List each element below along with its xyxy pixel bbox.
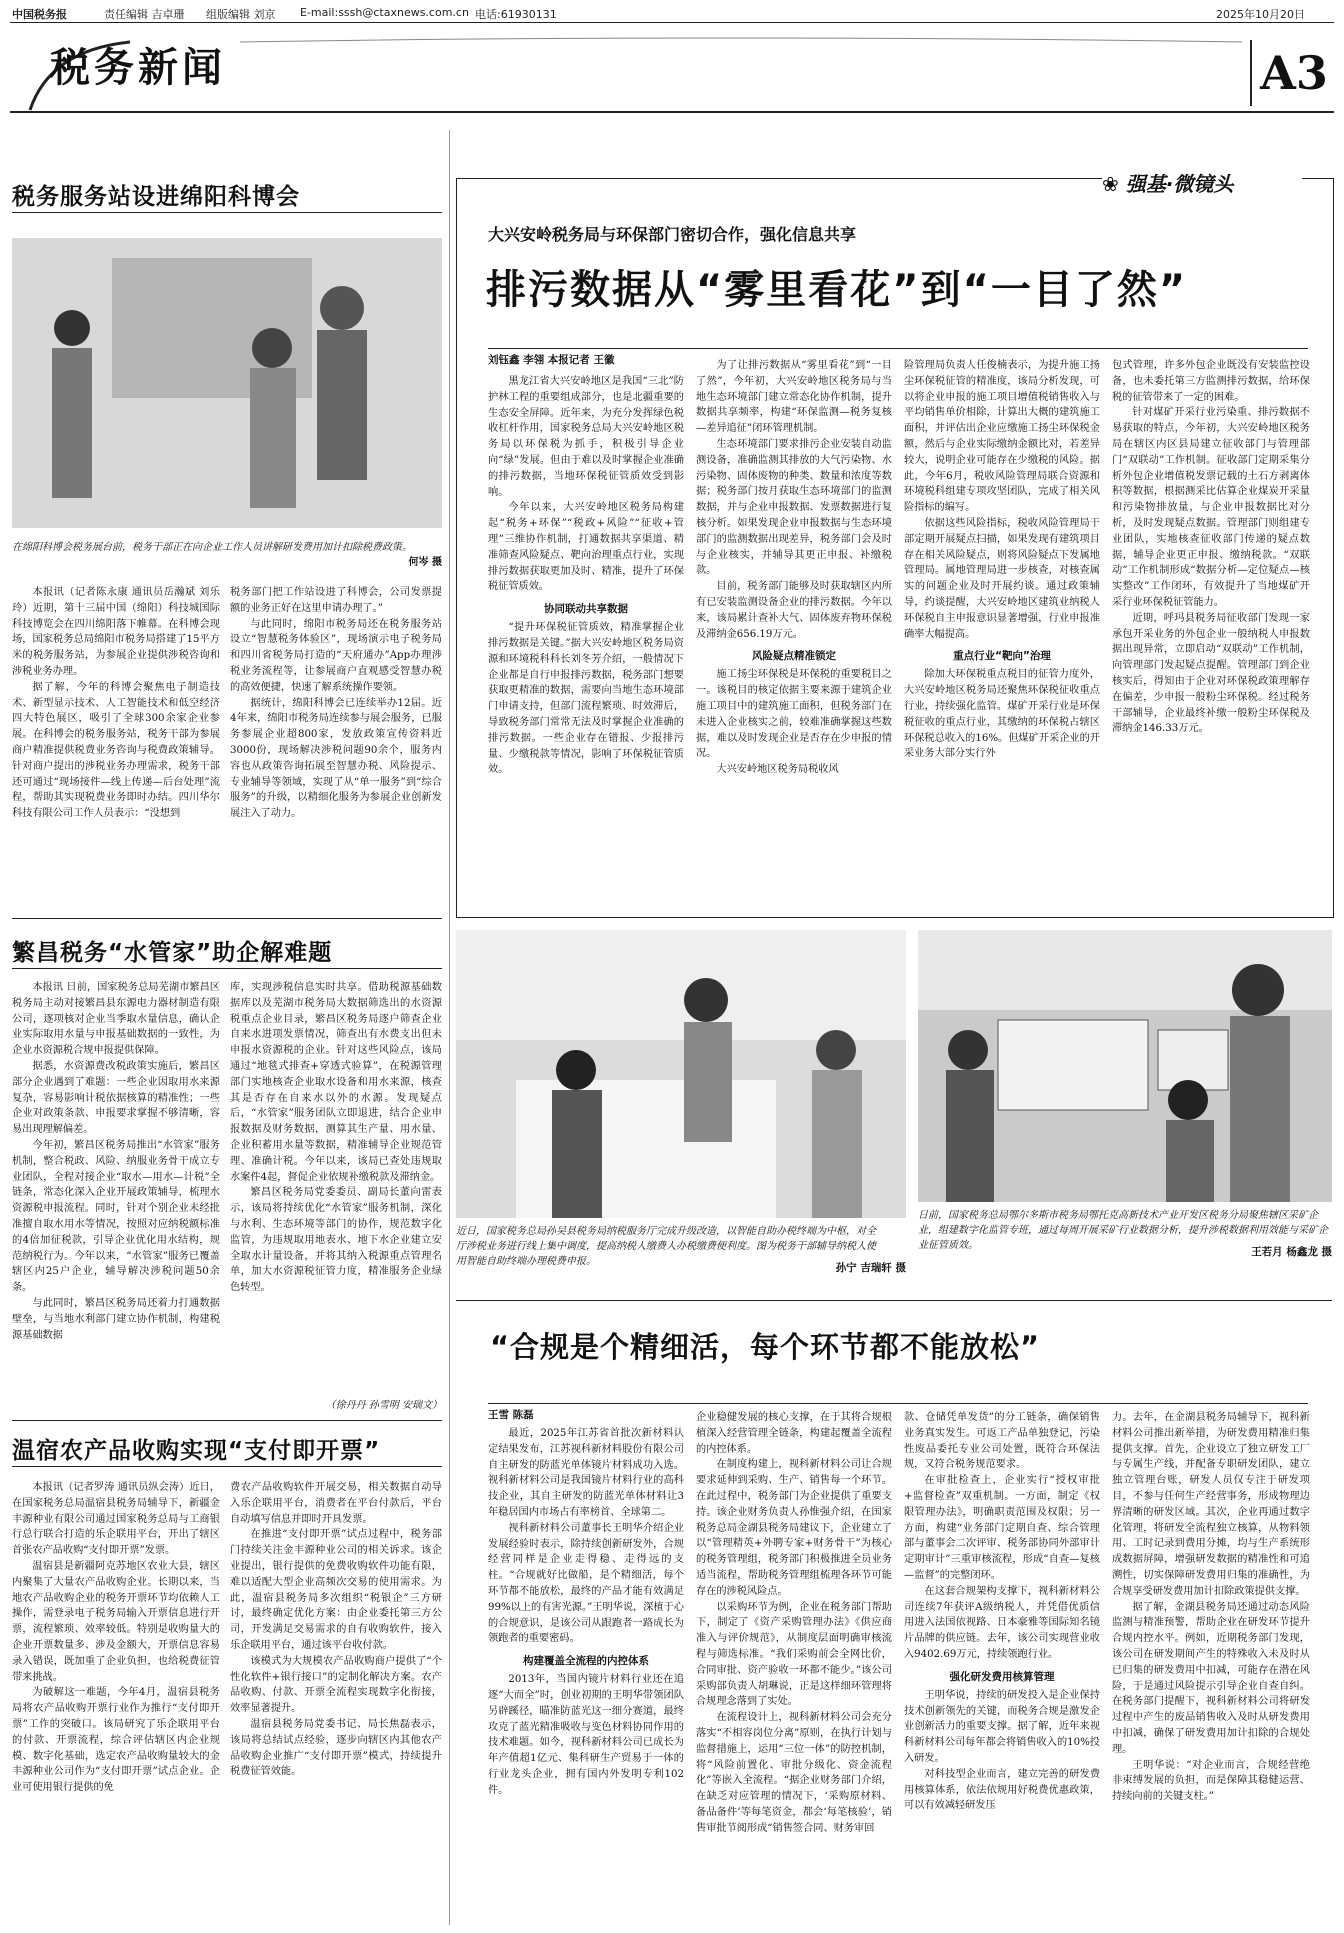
layout-credit: 组版编辑 刘京: [206, 8, 276, 21]
a1-col-2: [230, 585, 442, 905]
a4-col-2: [230, 1480, 442, 1924]
a5-col-4: [1112, 1410, 1310, 1924]
a5-col-1: [488, 1426, 684, 1924]
a2-col-2: [696, 358, 892, 909]
a1-photo-art: [12, 238, 442, 528]
a5-c1-subhead: 构建覆盖全流程的内控体系: [523, 1655, 649, 1668]
a2-kicker: 大兴安岭税务局与环保部门密切合作，强化信息共享: [488, 225, 857, 244]
left-divider-1: [12, 918, 442, 919]
a3-title: 繁昌税务“水管家”助企解难题: [12, 940, 333, 966]
a5-c3-subhead: 强化研发费用核算管理: [949, 1670, 1055, 1683]
page-number: A3: [1260, 46, 1328, 100]
a5-col-3: [904, 1410, 1100, 1924]
a4-c1-p1: 本报讯（记者罗涛 通讯员纵会涛）近日，在国家税务总局温宿县税务局辅导下，新疆金丰源种业有限公司通过国家税务总局与工商银行总行联合打造的乐企联用平台，开出了辖区首张农产品收购“支付即开票”发票。: [12, 1482, 220, 1557]
photo-2-credit: 孙宁 吉瑞轩 摄: [835, 1262, 906, 1274]
a4-title-rule: [12, 1466, 442, 1467]
left-divider-2: [12, 1420, 442, 1421]
a1-title: 税务服务站设进绵阳科博会: [12, 184, 300, 210]
a5-c1-p2: 视科新材料公司董事长王明华介绍企业发展经验时表示，除持续创新研发外，合规经营同样是企业走得稳、走得远的支柱。“合规就好比做船，是个精细活，每个环节都不能放松，最终的产品才能有效满足99%以上的有害光源。”王明华说，深植于心的合规意识，是该公司从跟跑者一路成长为领跑者的重要密码。: [488, 1522, 684, 1645]
a1-caption: [12, 540, 442, 570]
a2-byline: 刘钰鑫 李翎 本报记者 王徽: [488, 354, 615, 366]
a4-c2-p2: 在推进“支付即开票”试点过程中，税务部门持续关注金丰源种业公司的相关诉求。该企业提出，银行提供的免费收购软件功能有限，难以适配大型企业高频次交易的使用需求。为此，温宿县税务局多次组织“税银企”三方研讨，最终确定优化方案：由企业委托第三方公司，开发满足交易需求的自有收购软件，接入乐企联用平台，通过该平台收付款。: [230, 1529, 442, 1651]
a1-c1-p2: 据了解，今年的科博会聚焦电子制造技术、新型显示技术、人工智能技术和低空经济四大特色展区，吸引了全球300余家企业参展。在科博会的税务服务站，税务干部为参展商户精准提供税费业务咨询与税费政策辅导。针对商户提出的涉税业务办理需求，税务干部还可通过“现场接件—线上传递—后台处理”流程，帮助其实现税费业务即时办结。四川华尔科技有限公司工作人员表示：“没想到: [12, 681, 220, 820]
a2-c2-p5: 大兴安岭地区税务局税收风: [716, 764, 839, 776]
page-number-box: [1250, 40, 1336, 106]
a2-title-rule: [488, 348, 1308, 349]
a4-c1-p3: 为破解这一难题，今年4月，温宿县税务局将农产品收购开票行业作为推行“支付即开票”工作的突破口。该局研究了乐企联用平台的付款、开票流程，综合评估辖区内企业规模、数字化基础，选定农产品收购量较大的金丰源种业公司作为“支付即开票”试点企业。企业可使用银行提供的免: [12, 1687, 220, 1794]
a4-c2-p4: 温宿县税务局党委书记、局长焦磊表示，该局将总结试点经验，逐步向辖区内其他农产品收购企业推广“支付即开票”模式，持续提升税费征管效能。: [230, 1718, 442, 1778]
a2-c4-p1: 包式管理，许多外包企业既没有安装监控设备，也未委托第三方监测排污数据，给环保税的征管带来了一定的困难。: [1112, 360, 1310, 403]
a1-title-rule: [12, 212, 442, 213]
a4-col-1: [12, 1480, 220, 1924]
a2-c2-p3: 目前，税务部门能够及时获取辖区内所有已安装监测设备企业的排污数据。今年以来，该局累计查补大气、固体废弃物环保税及滞纳金656.19万元。: [696, 581, 892, 640]
contact-phone: 电话:61930131: [475, 8, 557, 21]
a2-col-3: [904, 358, 1100, 909]
top-rule: [10, 22, 1334, 23]
a5-top-rule: [456, 1300, 1332, 1301]
photo-2: [456, 930, 906, 1218]
a2-c1-subhead: 协同联动共享数据: [544, 603, 628, 616]
editor-credit: 责任编辑 吉卓珊: [104, 8, 185, 21]
a5-c1-p1: 最近，2025年江苏省首批次新材料认定结果发布，江苏视科新材料股份有限公司自主研发的防蓝光单体镜片材料成功入选。视科新材料公司是我国镜片材料行业的高科技企业，其自主研发的防蓝光单体材料让3年稳居国内市场占有率榜首、全球第二。: [488, 1428, 684, 1518]
a2-col-1: [488, 374, 684, 909]
a1-c1-p1: 本报讯（记者陈永康 通讯员岳瀚斌 刘乐玲）近期，第十三届中国（绵阳）科技城国际科技博览会在四川绵阳落下帷幕。在科博会现场，国家税务总局绵阳市税务局搭建了15平方米的税务服务站，为参展企业提供涉税咨询和涉税业务办理。: [12, 587, 220, 677]
photo-3-art: [918, 930, 1332, 1202]
a5-title: “合规是个精细活，每个环节都不能放松”: [490, 1330, 1041, 1364]
a4-c1-p2: 温宿县是新疆阿克苏地区农业大县，辖区内聚集了大量农产品收购企业。长期以来，当地农产品收购企业的税务开票环节均依赖人工操作，需登录电子税务局输入开票信息进行开票，流程繁琐、效率较低。特别是收购量大的企业开票数量多、涉及金额大，开票信息容易录入错误，既加重了企业负担，也给税费征管带来挑战。: [12, 1560, 220, 1683]
a5-c3-p4: 王明华说，持续的研发投入是企业保持技术创新领先的关键，而税务合规是激发企业创新活力的重要支撑。据了解，近年来视科新材料公司每年都会将销售收入的10%投入研发。: [904, 1689, 1100, 1764]
a3-c1-p2: 据悉，水资源费改税政策实施后，繁昌区部分企业遇到了难题：一些企业因取用水来源复杂，容易影响计税依据核算的精准性；一些企业对政策条款、申报要求掌握不够清晰，容易出现理解偏差。: [12, 1060, 220, 1136]
a5-c3-p5: 对科技型企业而言，建立完善的研发费用核算体系，依法依规用好税费优惠政策，可以有效减轻研发压: [904, 1768, 1100, 1812]
photo-2-art: [456, 930, 906, 1218]
a2-c4-p2: 针对煤矿开采行业污染重、排污数据不易获取的特点，今年初，大兴安岭地区税务局在辖区内区县局建立征收部门与管理部门“双联动”工作机制。征收部门定期采集分析外包企业增值税发票记载的土石方剥离体积等数据，根据测采比估算企业煤炭开采量和污染物排放量，与企业申报数据比对分析，及时发现疑点数据。管理部门则组建专业团队，实地核查征收部门传递的疑点数据，辅导企业更正申报、缴纳税款。“双联动”工作机制形成“数据分析—定位疑点—核实整改”工作闭环，有效提升了当地煤矿开采行业环保税征管能力。: [1112, 407, 1310, 608]
a2-c1-p1: 黑龙江省大兴安岭地区是我国“三北”防护林工程的重要组成部分，也是北疆重要的生态安全屏障。近年来，为充分发挥绿色税收杠杆作用，国家税务总局大兴安岭地区税务局以环保税为抓手，积极引导企业向“绿”发展。但由于难以及时掌握企业准确的排污数据，当地环保税征管质效受到影响。: [488, 376, 684, 498]
column-label-text: 强基·微镜头: [1125, 172, 1234, 196]
a2-c1-p3: “提升环保税征管质效，精准掌握企业排污数据是关键。”据大兴安岭地区税务局资源和环境税科科长刘冬芳介绍，一般情况下企业都是自行申报排污数据，税务部门想要获取更精准的数据，需要向当地生态环境部门申请支持，但部门流程繁琐、时效滞后，导致税务部门常常无法及时掌握企业准确的排污数据。一些企业存在错报、少报排污量、少缴税款等情况，影响了环保税征管质效。: [488, 622, 684, 776]
a2-c2-p4: 施工扬尘环保税是环保税的重要税目之一。该税目的核定依据主要来源于建筑企业施工项目中的建筑施工面积，但税务部门在未进入企业核实之前，较难准确掌握这些数据，难以及时发现企业是否存在少申报的情况。: [696, 669, 892, 760]
photo-3: [918, 930, 1332, 1202]
a5-c2-p3: 以采购环节为例，企业在税务部门帮助下，制定了《资产采购管理办法》《供应商准入与评价规范》，从制度层面明确审核流程与筛选标准。“我们采购前会全网比价，合同审批、资产验收一环都不能少。”该公司采购部负责人胡琳说，正是这样细环管理将合规理念落到了实处。: [696, 1601, 892, 1708]
a5-c2-p1: 企业稳健发展的核心支撑，在于其将合规根植深入经营管理全链条，构建起覆盖全流程的内控体系。: [696, 1412, 892, 1455]
a1-caption-text: 在绵阳科博会税务展台前，税务干部正在向企业工作人员讲解研发费用加计扣除税费政策。: [12, 542, 412, 553]
vertical-divider: [449, 130, 450, 1925]
a3-title-rule: [12, 968, 442, 969]
photo-3-caption: 日前，国家税务总局鄂尔多斯市税务局鄂托克高新技术产业开发区税务分局聚焦辖区采矿企业，组建数字化监管专班，通过每周开展采矿行业数据分析，提升涉税数据利用效能与采矿企业征管质效。: [918, 1210, 1328, 1251]
section-banner: [10, 30, 1334, 114]
contact-email: E-mail:sssh@ctaxnews.com.cn: [300, 6, 469, 19]
a1-col-1: [12, 585, 220, 905]
a1-photographer: 何岑 摄: [408, 557, 442, 568]
a1-c2-p1: 税务部门把工作站设进了科博会，公司发票提额的业务正好在这里申请办理了。”: [230, 587, 442, 614]
a2-c3-p3: 除加大环保税重点税目的征管力度外，大兴安岭地区税务局还聚焦环保税征收重点行业，持续强化监管。煤矿开采行业是环保税征收的重点行业，其缴纳的环保税占辖区环保税总收入的16%。但煤矿开采企业的开采业务大部分实行外: [904, 669, 1100, 760]
a5-c2-p2: 在制度构建上，视科新材料公司让合规要求延伸到采购、生产、销售每一个环节。在此过程中，税务部门为企业提供了重要支持。该企业财务负责人孙惟强介绍，在国家税务总局金湖县税务局建议下，企业建立了以“管理精英+外聘专家+财务骨干”为核心的税务管理组，税务部门积极推进全员业务适当流程，帮助税务管理组梳理各环节可能存在的涉税风险点。: [696, 1459, 892, 1597]
a2-col-4: [1112, 358, 1310, 909]
a5-title-rule: [488, 1403, 1308, 1404]
a2-c3-p1: 险管理局负责人任俊楠表示，为提升施工扬尘环保税征管的精准度，该局分析发现，可以将企业申报的施工项目增值税销售收入与平均销售单价相除，计算出大概的建筑施工面积，并评估出企业应缴施工扬尘环保税金额，然后与企业实际缴纳金额比对，若差异较大，说明企业可能存在少缴税的风险。据此，今年6月，税收风险管理局联合资源和环境税科组建专项攻坚团队，完成了相关风险指标的编写。: [904, 360, 1100, 514]
a3-c2-p2: 繁昌区税务局党委委员、副局长董向雷表示，该局将持续优化“水管家”服务机制，深化与水利、生态环境等部门的协作，规范数字化监管，为违规取用地表水、地下水企业建立安全取水计量设备，并将其纳入税源重点管理名单，加大水资源税征管力度，精准服务企业绿色转型。: [230, 1187, 442, 1294]
photo-2-caption: 近日，国家税务总局孙吴县税务局纳税服务厅完成升级改造，以智能自助办税终端为中枢，对全厅涉税业务进行线上集中调度，提高纳税人缴费人办税缴费便利度。图为税务干部辅导纳税人使用智能自助终端办理税费申报。: [456, 1226, 876, 1267]
a2-c2-p1: 为了让排污数据从“雾里看花”到“一目了然”，今年初，大兴安岭地区税务局与当地生态环境部门建立常态化协作机制，提升数据共享频率，构建“环保监测—税务复核—差异追征”闭环管理机制。: [696, 360, 892, 435]
a3-col-2: [230, 980, 442, 1392]
a2-c4-p3: 近期，呼玛县税务局征收部门发现一家承包开采业务的外包企业一般纳税人申报数据出现异常，立即启动“双联动”工作机制，向管理部门发起疑点提醒。管理部门到企业核实后，得知由于企业对环保税政策理解存在偏差，少申报一般粉尘环保税。经过税务干部辅导，企业最终补缴一般粉尘环保税及滞纳金146.33万元。: [1112, 612, 1310, 735]
a3-c1-p3: 今年初，繁昌区税务局推出“水管家”服务机制，整合税政、风险、纳服业务骨干成立专业团队，全程对接企业“取水—用水—计税”全链条，常态化深入企业开展政策辅导，梳理水资源税申报流程。同时，针对个别企业未经批准擅自取水用水等情况，按照对应纳税额标准的4倍加征税款，引导企业优化用水结构，规范纳税行为。今年以来，“水管家”服务已覆盖辖区内25户企业，辅导解决涉税问题50余条。: [12, 1139, 220, 1294]
a5-c3-p2: 在审批检查上，企业实行“授权审批+监督检查”双重机制。一方面，制定《权限管理办法》，明确职责范围及权限；另一方面，构建“业务部门定期自查、综合管理部与董事会二次评审、税务部协同外部审计定期审计”三重审核流程，形成“自查—复核—监督”的完整闭环。: [904, 1475, 1100, 1581]
a4-c2-p1: 费农产品收购软件开展交易，相关数据自动导入乐企联用平台，消费者在平台付款后，平台自动填写信息并即时开具发票。: [230, 1482, 442, 1525]
a3-c2-p1: 库，实现涉税信息实时共享。借助税源基础数据库以及芜湖市税务局大数据筛选出的水资源税重点企业目录，繁昌区税务局逐户筛查企业自来水进项发票情况，筛查出有水费支出但未申报水资源税的企业。针对这些风险点，该局通过“地毯式排查+穿透式验算”，在税源管理部门实地核查企业取水设备和用水来源，核查其是否存在自来水以外的水源。发现疑点后，“水管家”服务团队立即退进，结合企业申报数据及财务数据，测算其生产量、用水量、企业积蓄用水量等数据，精准辅导企业规范管理、准确计税。今年以来，该局已查处违规取水案件4起，督促企业依规补缴税款及滞纳金。: [230, 982, 442, 1183]
a1-c2-p3: 据统计，绵阳科博会已连续举办12届。近4年来，绵阳市税务局连续参与展会服务，已服务参展企业超800家，发放政策宣传资料近3000份，现场解决涉税问题90余个，服务内容也从政策咨询拓展至智慧办税、风险提示、专业辅导等领域，实现了从“单一服务”到“综合服务”的升级，以精细化服务为参展企业创新发展注入了动力。: [230, 697, 442, 820]
column-label-icon: ❀: [1102, 172, 1119, 196]
a5-c4-p1: 力。去年，在金湖县税务局辅导下，视科新材料公司推出新举措，为研发费用精准归集提供支撑。首先，企业设立了独立研发工厂与专属生产线，并配备专职研发团队，建立独立管理台账，研发人员仅专注于研发项目，不参与任何生产经营事务，形成物理边界清晰的研发区域。其次，企业再通过数字化管理，将研发全流程独立核算，从物料领用、工时记录到费用分摊，均与生产系统形成数据屏障，增强研发数据的精准性和可追溯性，切实保障研发费用归集的准确性，为合规享受研发费用加计扣除政策提供支撑。: [1112, 1412, 1310, 1597]
photo-3-credit: 王若月 杨鑫龙 摄: [1251, 1246, 1332, 1258]
a3-c1-p1: 本报讯 日前，国家税务总局芜湖市繁昌区税务局主动对接繁昌县东源电力器材制造有限公司，逐项核对企业当季取水量信息，确认企业实际取用水量与申报基础数据的一致性，为企业水资源税合规申报提供保障。: [12, 982, 220, 1057]
a5-c3-p3: 在这套合规架构支撑下，视科新材料公司连续7年获评A级纳税人，并凭借优质信用进入法国依视路、日本豪雅等国际知名镜片品牌的供应链。去年，该公司实现营业收入9402.69万元，持续领跑行业。: [904, 1585, 1100, 1660]
a5-c1-p3: 2013年，当国内镜片材料行业还在追逐“大而全”时，创业初期的王明华带领团队另辟蹊径，瞄准防蓝光这一细分赛道，最终攻克了蓝光精准吸收与变色材料协同作用的技术难题。如今，视科新材料公司已成长为年产值超1亿元、集科研生产贸易于一体的行业龙头企业，拥有国内外发明专利102件。: [488, 1674, 684, 1796]
a2-c1-p2: 今年以来，大兴安岭地区税务局构建起“税务+环保”“税政+风险”“征收+管理”三维协作机制，打通数据共享渠道、精准筛查风险疑点、靶向治理重点行业，实现排污数据获取更加及时、精准，提升了环保税征管质效。: [488, 502, 684, 593]
a5-col-2: [696, 1410, 892, 1924]
a3-col-1: [12, 980, 220, 1412]
a4-c2-p3: 该模式为大规模农产品收购商户提供了“个性化软件+银行接口”的定制化解决方案。农产品收购、付款、开票全流程实现数字化衔接，效率显著提升。: [230, 1655, 442, 1715]
a3-c1-p4: 与此同时，繁昌区税务局还着力打通数据壁垒，与当地水利部门建立协作机制，构建税源基础数据: [12, 1297, 220, 1341]
a2-c2-p2: 生态环境部门要求排污企业安装自动监测设备，准确监测其排放的大气污染物、水污染物、固体废物的种类、数量和浓度等数据；税务部门按月获取生态环境部门的监测数据，并与企业申报数据、发票数据进行复核分析。如果发现企业申报数据与生态环境部门的监测数据出现差异，税务部门会及时与企业核实，并辅导其更正申报、补缴税款。: [696, 438, 892, 577]
a2-c3-subhead: 重点行业“靶向”治理: [953, 650, 1051, 663]
a4-title: 温宿农产品收购实现“支付即开票”: [12, 1438, 381, 1464]
section-title: 税务新闻: [50, 44, 226, 91]
a2-c2-subhead: 风险疑点精准锁定: [752, 650, 836, 663]
paper-name: 中国税务报: [12, 8, 67, 21]
a1-c2-p2: 与此同时，绵阳市税务局还在税务服务站设立“智慧税务体验区”，现场演示电子税务局和四川省税务局打造的“天府通办”App办理涉税业务流程等，让参展商户直观感受智慧办税的高效便捷，快速了解系统操作要领。: [230, 618, 442, 693]
a5-c3-p1: 款、仓储凭单发货”的分工链条，确保销售业务真实发生。可返工产品单独登记，污染性废品委托专业公司处置，既符合环保法规，又符合税务规范要求。: [904, 1412, 1100, 1471]
column-label: [1102, 168, 1302, 198]
a2-c3-p2: 依据这些风险指标，税收风险管理局干部定期开展疑点扫描，如果发现有建筑项目存在相关风险疑点，则将风险疑点下发属地管理局。属地管理局进一步核查，对核查属实的问题企业及时开展约谈。通过政策辅导，约谈提醒，大兴安岭地区建筑业纳税人环保税自主申报意识显著增强，行业申报准确率大幅提高。: [904, 517, 1100, 640]
a5-c4-p2: 据了解，金湖县税务局还通过动态风险监测与精准预警，帮助企业在研发环节提升合规内控水平。例如，近期税务部门发现，该公司在研发期间产生的特殊收入未及时从已归集的研发费用中扣减，可能存在潜在风险，于是通过风险提示引导企业自查自纠。在税务部门提醒下，视科新材料公司将研发过程中产生的废品销售收入及时从研发费用中扣减，确保了研发费用加计扣除的合规处理。: [1112, 1601, 1310, 1755]
issue-date: 2025年10月20日: [1216, 8, 1305, 21]
a5-byline: 王雪 陈磊: [488, 1409, 534, 1421]
a5-c2-p4: 在流程设计上，视科新材料公司会充分落实“不相容岗位分离”原则，在执行计划与监督措施上，运用“三位一体”的防控机制，将“风险前置化、审批分级化、资金流程化”等嵌入全流程。“据企业财务部门介绍，在缺乏对应管理的情况下，‘采购原材料、备品备件’等每笔资金，都会‘每笔核验’，销售审批节阅形成“销售签合同、财务审回: [696, 1712, 892, 1834]
a5-c4-p3: 王明华说：“对企业而言，合规经营绝非束缚发展的负担，而是保障其稳健运营、持续向前的关键支柱。”: [1112, 1759, 1310, 1803]
a1-photo: [12, 238, 442, 528]
a3-credit: （徐丹丹 孙雪明 安瑞文）: [325, 1400, 442, 1411]
a2-title: 排污数据从“雾里看花”到“一目了然”: [486, 267, 1188, 313]
